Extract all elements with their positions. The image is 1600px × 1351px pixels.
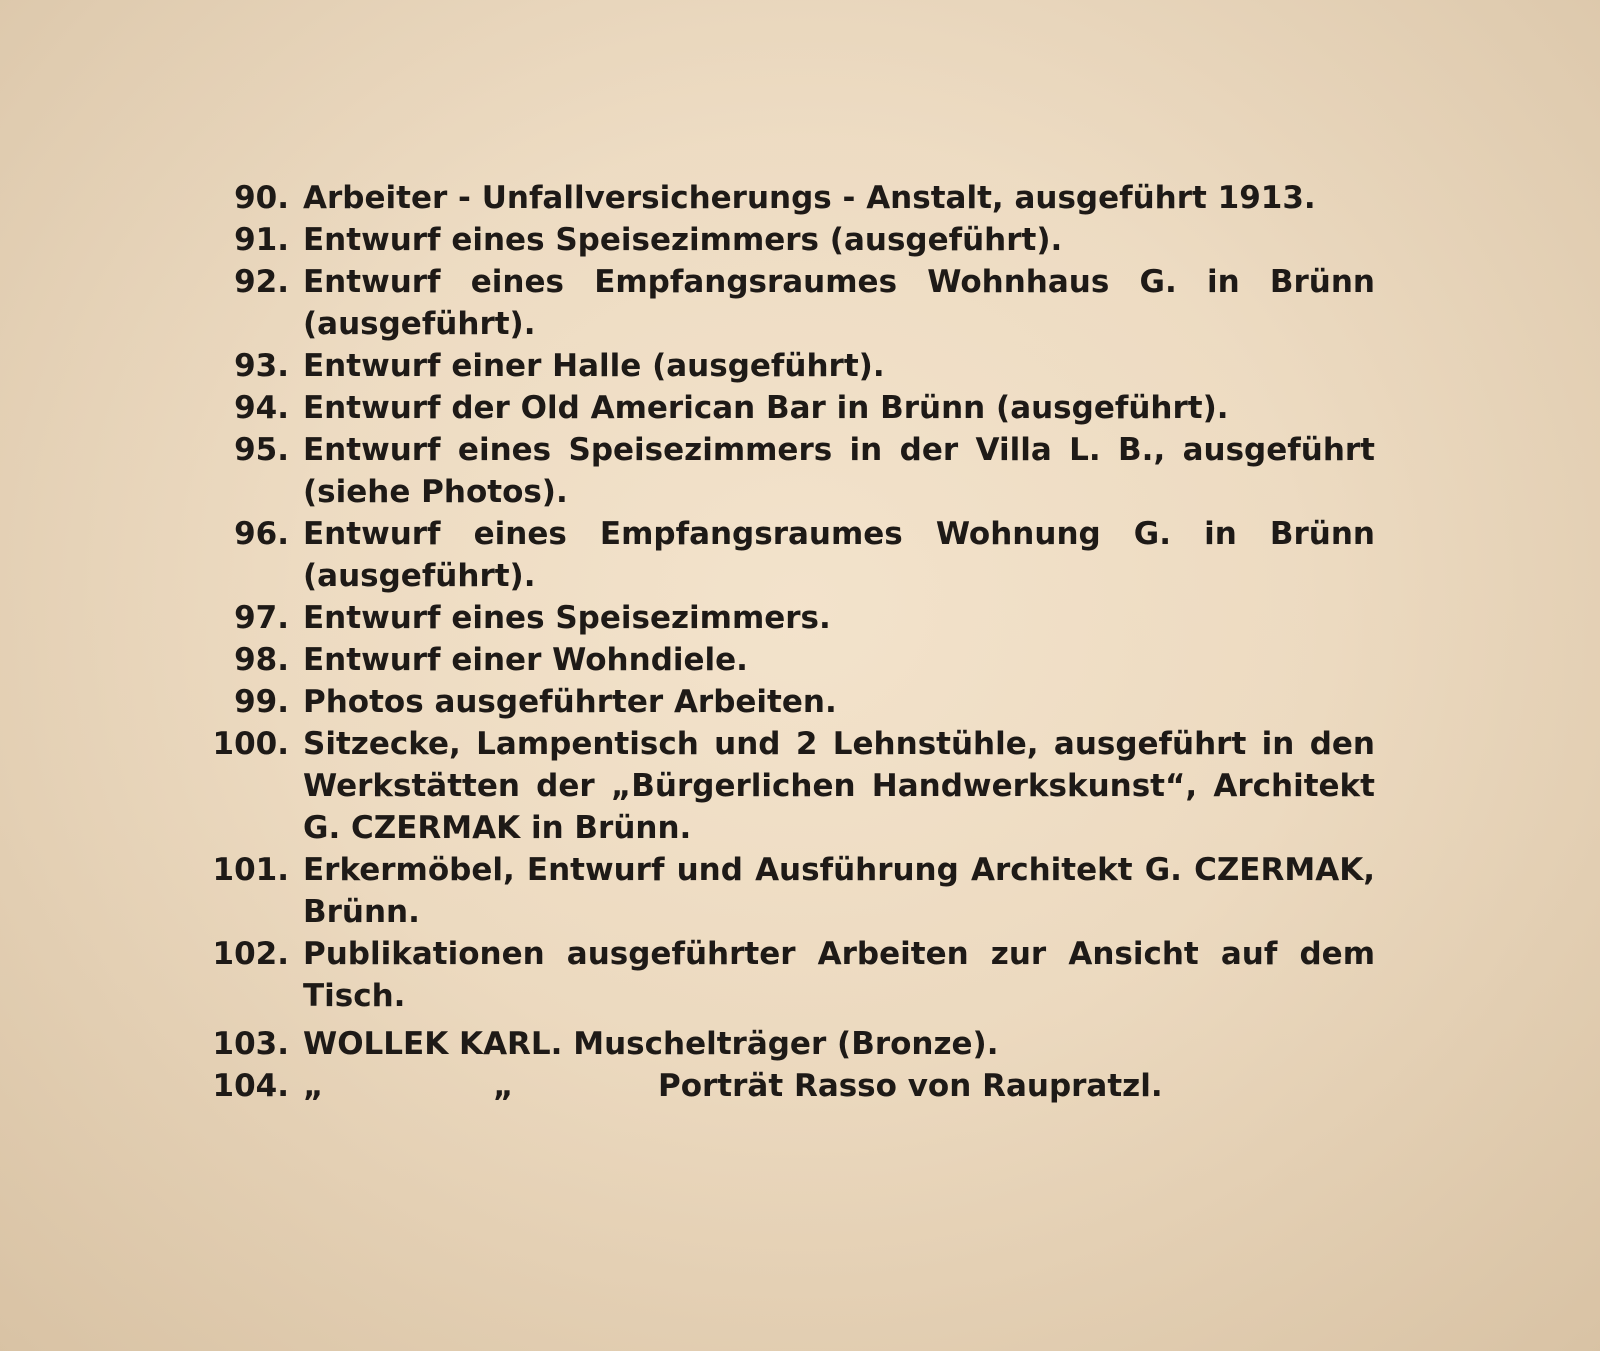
entry-text: Sitzecke, Lampentisch und 2 Lehnstühle, ausgeführt in den Werkstätten der „Bürgerlichen Handwerkskunst“, Architekt G. CZERMAK in Brünn. — [303, 726, 1375, 846]
entry-number: 104. — [212, 1068, 289, 1104]
list-item — [205, 387, 1375, 429]
entry-number: 103. — [212, 1026, 289, 1062]
list-item — [205, 429, 1375, 513]
entry-text: Entwurf eines Speisezimmers (ausgeführt). — [303, 222, 1063, 258]
list-item — [205, 345, 1375, 387]
entry-number: 92. — [234, 264, 289, 300]
entry-text: Entwurf eines Empfangsraumes Wohnhaus G. in Brünn (ausgeführt). — [303, 264, 1375, 342]
entry-text: Publikationen ausgeführter Arbeiten zur Ansicht auf dem Tisch. — [303, 936, 1375, 1014]
ditto-mark: „ — [303, 1068, 324, 1104]
entry-text: Photos ausgeführter Arbeiten. — [303, 684, 837, 720]
entry-text: Arbeiter - Unfallversicherungs - Anstalt, ausgeführt 1913. — [303, 180, 1316, 216]
list-item — [205, 723, 1375, 849]
entry-number: 98. — [234, 642, 289, 678]
list-item — [205, 513, 1375, 597]
entry-number: 90. — [234, 180, 289, 216]
entry-number: 94. — [234, 390, 289, 426]
entry-number: 96. — [234, 516, 289, 552]
catalog-list — [205, 177, 1375, 1107]
entry-text-row — [303, 1065, 1375, 1107]
list-item — [205, 219, 1375, 261]
entry-number: 97. — [234, 600, 289, 636]
ditto-mark: „ — [493, 1068, 514, 1104]
entry-text: Entwurf einer Wohndiele. — [303, 642, 748, 678]
entry-number: 101. — [212, 852, 289, 888]
entry-text: WOLLEK KARL. Muschelträger (Bronze). — [303, 1026, 999, 1062]
list-item — [205, 261, 1375, 345]
list-item — [205, 1065, 1375, 1107]
entry-text: Entwurf einer Halle (ausgeführt). — [303, 348, 885, 384]
entry-text: Entwurf der Old American Bar in Brünn (ausgeführt). — [303, 390, 1229, 426]
entry-number: 99. — [234, 684, 289, 720]
list-item — [205, 681, 1375, 723]
list-item — [205, 639, 1375, 681]
entry-number: 102. — [212, 936, 289, 972]
entry-text: Entwurf eines Speisezimmers in der Villa L. B., ausgeführt (siehe Photos). — [303, 432, 1375, 510]
list-item — [205, 1023, 1375, 1065]
entry-number: 100. — [212, 726, 289, 762]
entry-number: 93. — [234, 348, 289, 384]
list-item — [205, 597, 1375, 639]
entry-number: 91. — [234, 222, 289, 258]
list-item — [205, 177, 1375, 219]
entry-text: Erkermöbel, Entwurf und Ausführung Architekt G. CZERMAK, Brünn. — [303, 852, 1375, 930]
list-item — [205, 849, 1375, 933]
entry-number: 95. — [234, 432, 289, 468]
entry-text: Porträt Rasso von Raupratzl. — [658, 1068, 1163, 1104]
list-item — [205, 933, 1375, 1017]
entry-text: Entwurf eines Speisezimmers. — [303, 600, 831, 636]
entry-text: Entwurf eines Empfangsraumes Wohnung G. in Brünn (ausgeführt). — [303, 516, 1375, 594]
